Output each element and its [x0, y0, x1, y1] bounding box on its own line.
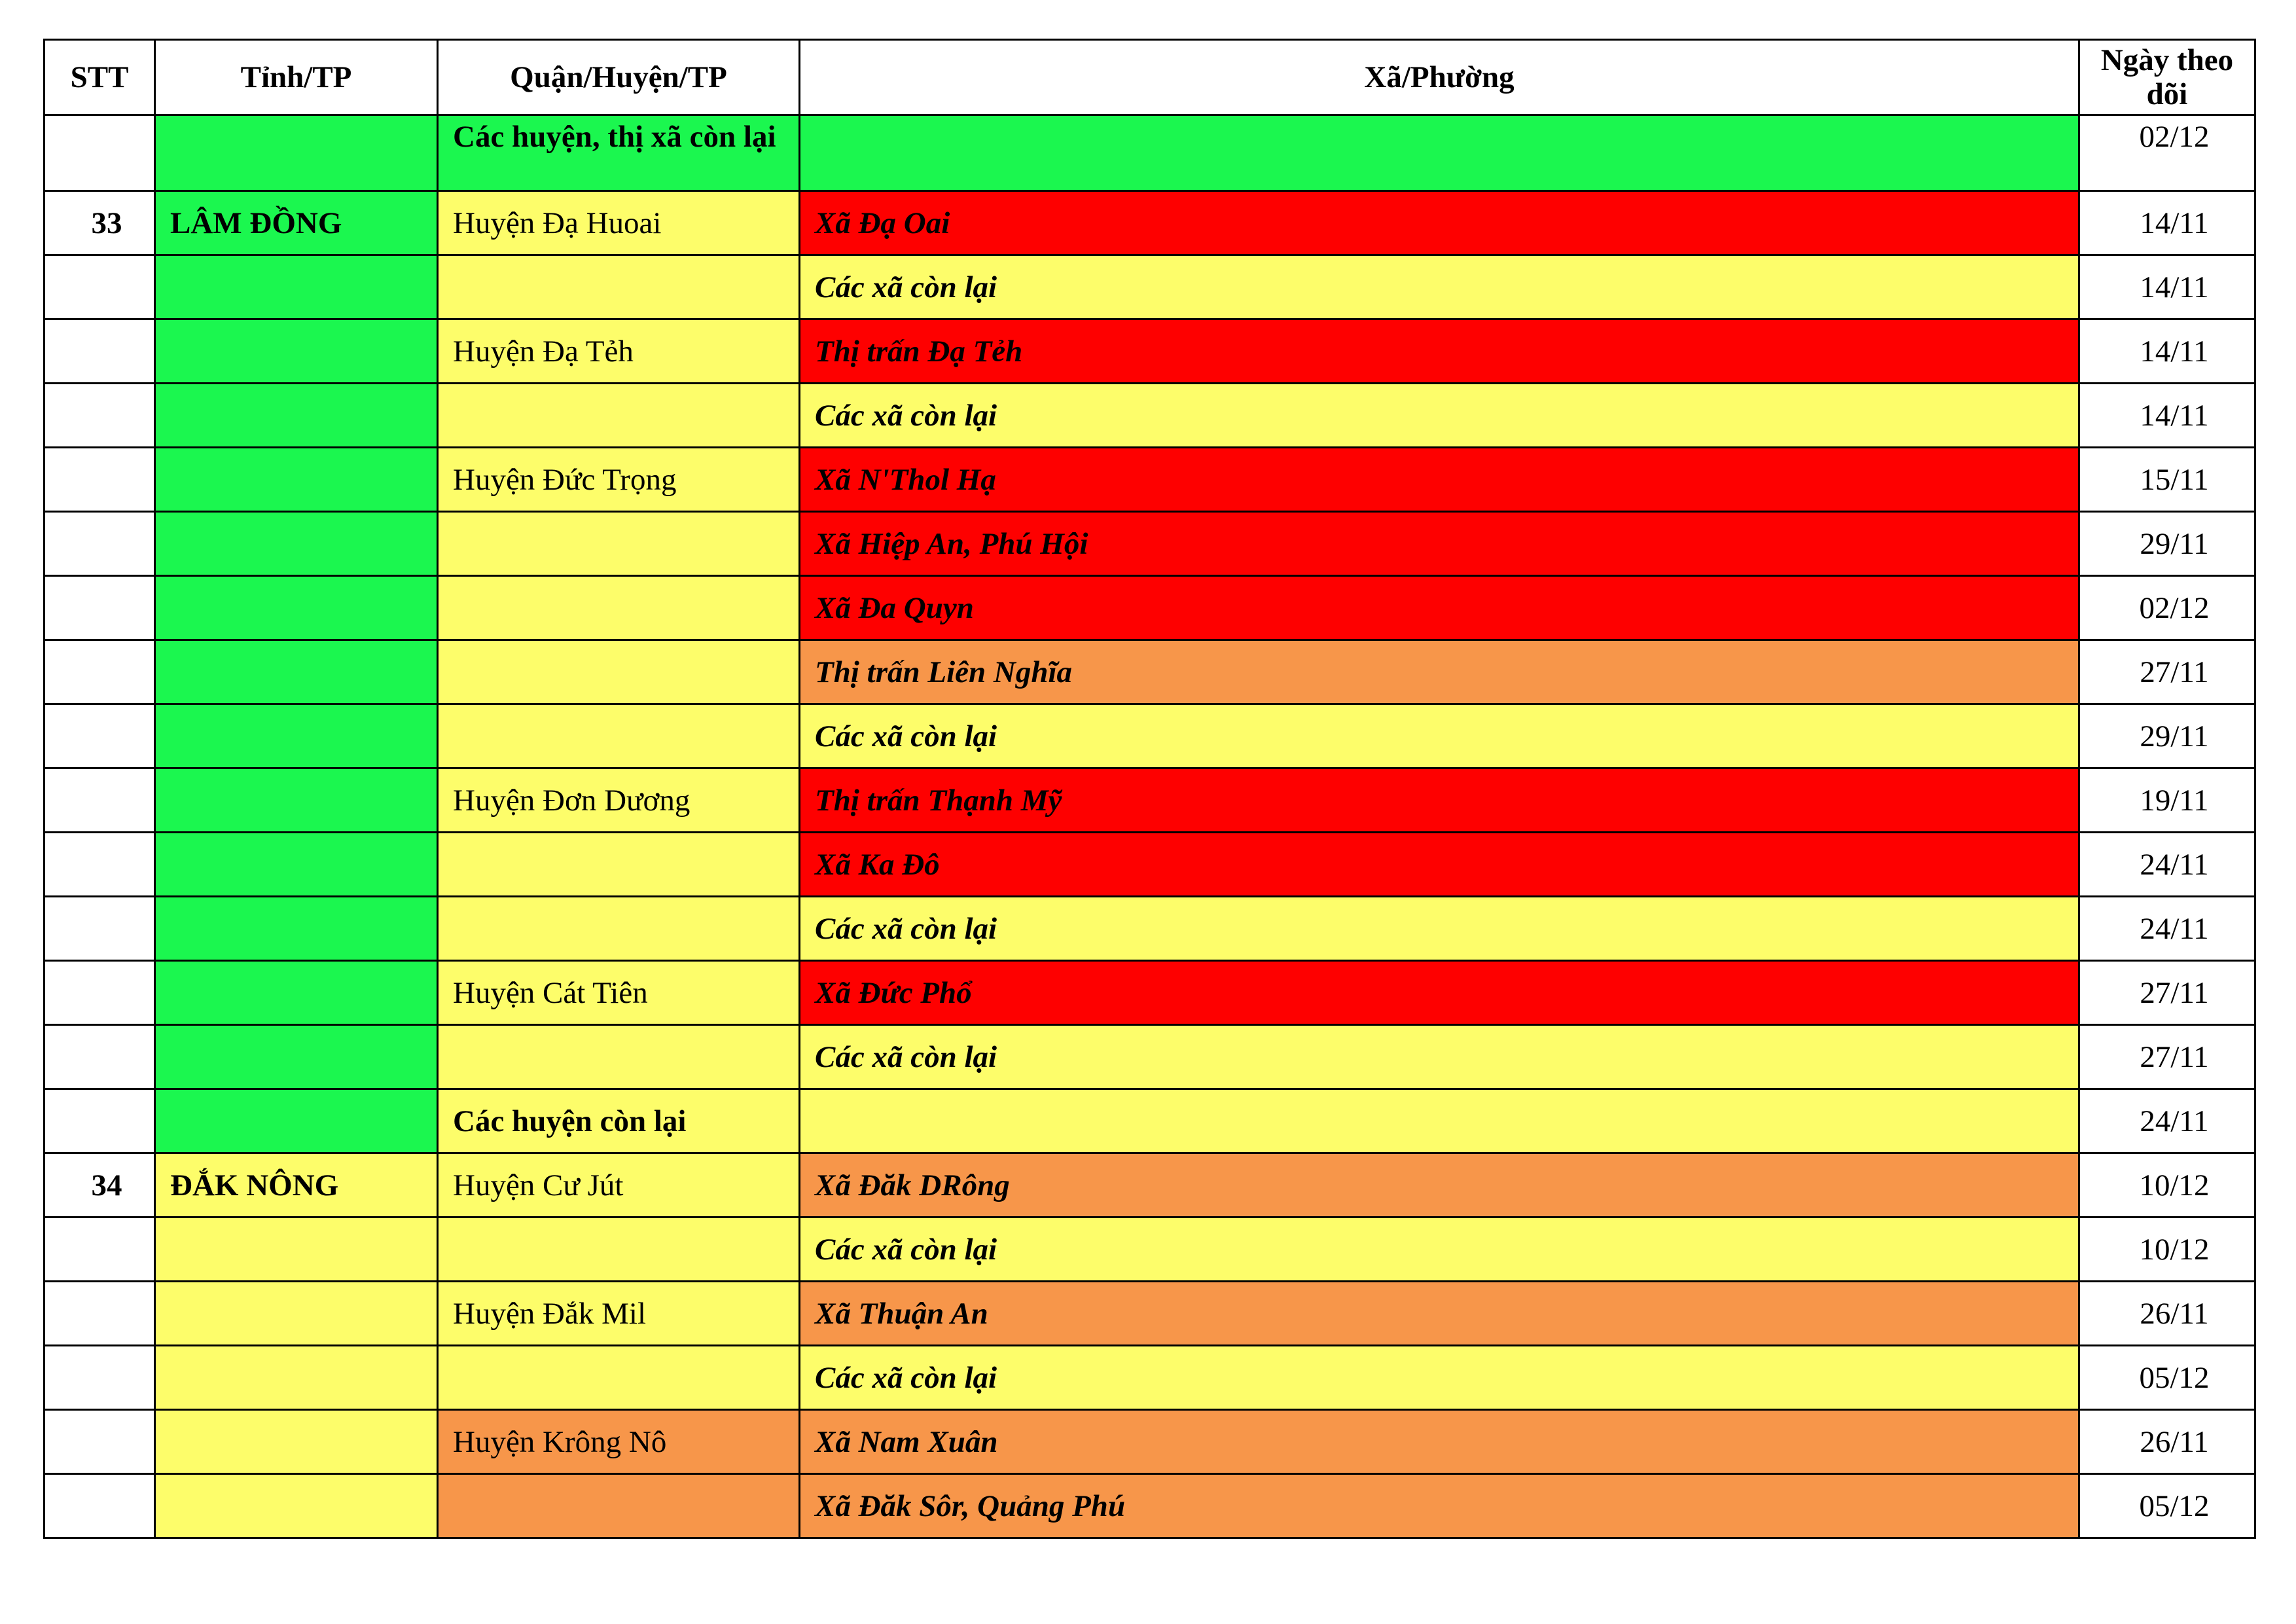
table-row	[45, 1282, 2255, 1346]
cell-district	[438, 384, 800, 448]
cell-province	[155, 255, 438, 319]
table-row	[45, 1025, 2255, 1089]
header-ward: Xã/Phường	[800, 40, 2079, 115]
cell-date: 02/12	[2079, 115, 2255, 191]
cell-province	[155, 512, 438, 576]
cell-stt	[45, 768, 155, 833]
cell-province	[155, 384, 438, 448]
cell-stt	[45, 1346, 155, 1410]
table-row	[45, 1474, 2255, 1538]
table-row	[45, 576, 2255, 640]
cell-district: Huyện Đạ Huoai	[438, 191, 800, 255]
cell-ward: Các xã còn lại	[800, 704, 2079, 768]
cell-date: 27/11	[2079, 640, 2255, 704]
cell-province	[155, 576, 438, 640]
cell-date: 19/11	[2079, 768, 2255, 833]
cell-ward: Xã Đức Phổ	[800, 961, 2079, 1025]
cell-district	[438, 512, 800, 576]
cell-date: 29/11	[2079, 512, 2255, 576]
cell-province	[155, 319, 438, 384]
header-date: Ngày theo dõi	[2079, 40, 2255, 115]
cell-ward: Xã Thuận An	[800, 1282, 2079, 1346]
table-row	[45, 191, 2255, 255]
cell-province	[155, 1218, 438, 1282]
cell-stt	[45, 640, 155, 704]
cell-district	[438, 1218, 800, 1282]
cell-district	[438, 576, 800, 640]
table-body	[45, 115, 2255, 1538]
cell-date: 10/12	[2079, 1218, 2255, 1282]
cell-date: 26/11	[2079, 1410, 2255, 1474]
cell-date: 05/12	[2079, 1474, 2255, 1538]
cell-province	[155, 1410, 438, 1474]
table-header-row	[45, 40, 2255, 115]
cell-province: LÂM ĐỒNG	[155, 191, 438, 255]
cell-province	[155, 1025, 438, 1089]
cell-district	[438, 1025, 800, 1089]
cell-stt	[45, 1282, 155, 1346]
cell-ward: Các xã còn lại	[800, 897, 2079, 961]
table-row	[45, 833, 2255, 897]
table-row	[45, 768, 2255, 833]
table-row	[45, 704, 2255, 768]
cell-stt	[45, 1089, 155, 1153]
cell-stt	[45, 1474, 155, 1538]
cell-stt	[45, 897, 155, 961]
cell-date: 24/11	[2079, 833, 2255, 897]
cell-district	[438, 704, 800, 768]
cell-province	[155, 833, 438, 897]
cell-ward: Các xã còn lại	[800, 1218, 2079, 1282]
cell-district: Huyện Đắk Mil	[438, 1282, 800, 1346]
table-row	[45, 115, 2255, 191]
cell-district: Các huyện, thị xã còn lại	[438, 115, 800, 191]
table-row	[45, 1153, 2255, 1218]
cell-district: Huyện Cát Tiên	[438, 961, 800, 1025]
cell-province	[155, 448, 438, 512]
cell-ward: Các xã còn lại	[800, 384, 2079, 448]
cell-date: 27/11	[2079, 961, 2255, 1025]
cell-province	[155, 768, 438, 833]
cell-ward: Xã N'Thol Hạ	[800, 448, 2079, 512]
cell-stt	[45, 704, 155, 768]
cell-district: Huyện Cư Jút	[438, 1153, 800, 1218]
cell-district	[438, 1474, 800, 1538]
cell-ward: Thị trấn Thạnh Mỹ	[800, 768, 2079, 833]
cell-ward: Xã Đăk DRông	[800, 1153, 2079, 1218]
cell-date: 10/12	[2079, 1153, 2255, 1218]
cell-stt	[45, 576, 155, 640]
cell-date: 24/11	[2079, 1089, 2255, 1153]
table-row	[45, 448, 2255, 512]
table-row	[45, 640, 2255, 704]
cell-ward: Xã Đăk Sôr, Quảng Phú	[800, 1474, 2079, 1538]
cell-stt: 33	[45, 191, 155, 255]
table-row	[45, 1346, 2255, 1410]
cell-date: 14/11	[2079, 255, 2255, 319]
cell-ward	[800, 115, 2079, 191]
cell-stt	[45, 448, 155, 512]
cell-ward: Các xã còn lại	[800, 255, 2079, 319]
table-row	[45, 255, 2255, 319]
cell-province	[155, 115, 438, 191]
cell-province	[155, 704, 438, 768]
cell-date: 29/11	[2079, 704, 2255, 768]
cell-province: ĐẮK NÔNG	[155, 1153, 438, 1218]
cell-ward: Xã Đa Quyn	[800, 576, 2079, 640]
cell-stt	[45, 833, 155, 897]
table-row	[45, 319, 2255, 384]
cell-date: 15/11	[2079, 448, 2255, 512]
cell-district	[438, 640, 800, 704]
cell-date: 14/11	[2079, 191, 2255, 255]
cell-date: 05/12	[2079, 1346, 2255, 1410]
cell-ward: Xã Nam Xuân	[800, 1410, 2079, 1474]
cell-stt	[45, 319, 155, 384]
table-row	[45, 1410, 2255, 1474]
cell-district: Huyện Đức Trọng	[438, 448, 800, 512]
cell-district	[438, 897, 800, 961]
cell-province	[155, 1089, 438, 1153]
cell-province	[155, 897, 438, 961]
cell-date: 14/11	[2079, 319, 2255, 384]
cell-ward: Thị trấn Đạ Tẻh	[800, 319, 2079, 384]
table-row	[45, 384, 2255, 448]
table-row	[45, 897, 2255, 961]
cell-province	[155, 640, 438, 704]
cell-stt	[45, 1025, 155, 1089]
cell-ward: Xã Đạ Oai	[800, 191, 2079, 255]
cell-district: Các huyện còn lại	[438, 1089, 800, 1153]
cell-ward: Các xã còn lại	[800, 1346, 2079, 1410]
cell-date: 26/11	[2079, 1282, 2255, 1346]
cell-stt: 34	[45, 1153, 155, 1218]
cell-date: 27/11	[2079, 1025, 2255, 1089]
table-row	[45, 1089, 2255, 1153]
table-row	[45, 1218, 2255, 1282]
header-province: Tỉnh/TP	[155, 40, 438, 115]
tracking-table	[43, 39, 2256, 1539]
cell-ward: Thị trấn Liên Nghĩa	[800, 640, 2079, 704]
cell-stt	[45, 1218, 155, 1282]
cell-stt	[45, 384, 155, 448]
cell-stt	[45, 1410, 155, 1474]
cell-province	[155, 961, 438, 1025]
cell-ward: Các xã còn lại	[800, 1025, 2079, 1089]
header-district: Quận/Huyện/TP	[438, 40, 800, 115]
cell-province	[155, 1474, 438, 1538]
header-stt: STT	[45, 40, 155, 115]
cell-province	[155, 1282, 438, 1346]
cell-ward	[800, 1089, 2079, 1153]
table-row	[45, 512, 2255, 576]
table-row	[45, 961, 2255, 1025]
cell-date: 14/11	[2079, 384, 2255, 448]
cell-stt	[45, 115, 155, 191]
cell-district	[438, 255, 800, 319]
cell-district: Huyện Đạ Tẻh	[438, 319, 800, 384]
cell-district	[438, 1346, 800, 1410]
cell-district: Huyện Đơn Dương	[438, 768, 800, 833]
cell-ward: Xã Hiệp An, Phú Hội	[800, 512, 2079, 576]
cell-date: 02/12	[2079, 576, 2255, 640]
cell-stt	[45, 255, 155, 319]
cell-stt	[45, 961, 155, 1025]
cell-district: Huyện Krông Nô	[438, 1410, 800, 1474]
cell-province	[155, 1346, 438, 1410]
cell-ward: Xã Ka Đô	[800, 833, 2079, 897]
cell-stt	[45, 512, 155, 576]
cell-date: 24/11	[2079, 897, 2255, 961]
cell-district	[438, 833, 800, 897]
